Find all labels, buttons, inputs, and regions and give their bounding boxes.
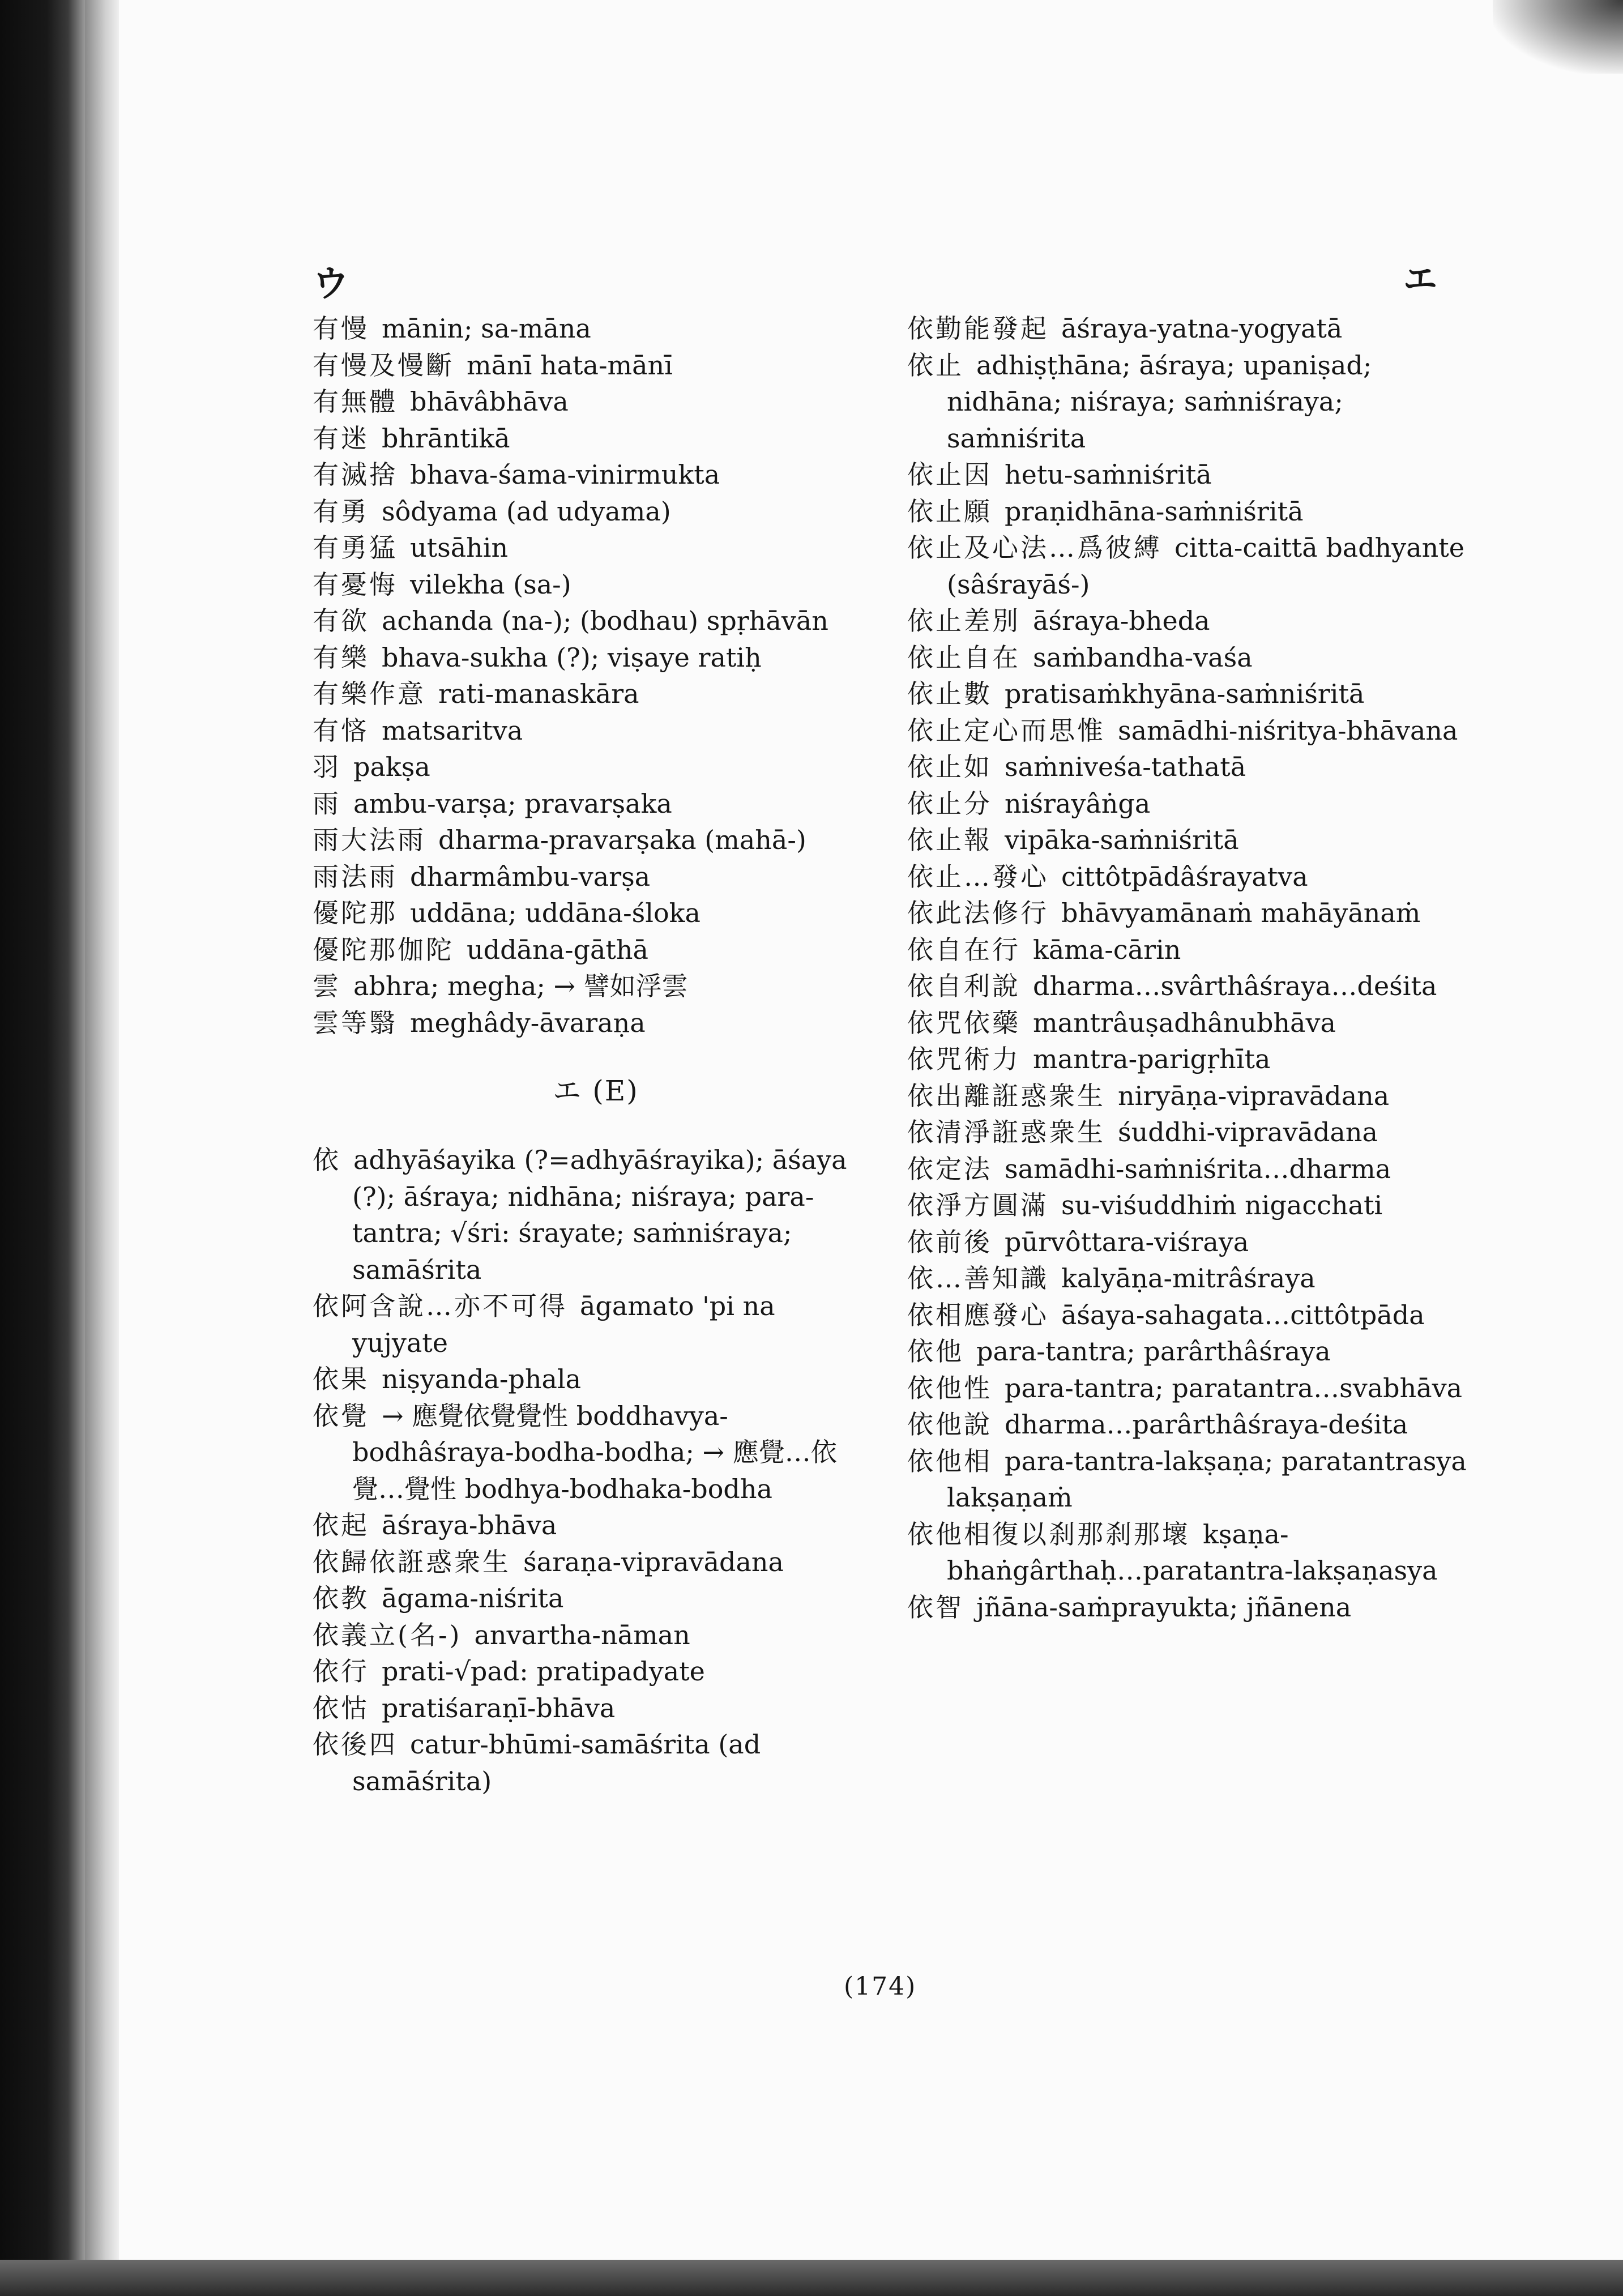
entry-gloss: ambu-varṣa; pravarṣaka [353,788,672,819]
entry-term: 依教 [313,1583,369,1614]
dictionary-entry [907,1151,1473,1188]
dictionary-entry [907,859,1473,895]
entry-term: 依後四 [313,1729,398,1760]
entry-gloss: vipāka-saṁniśritā [1005,825,1239,855]
entry-gloss: śuddhi-vipravādana [1118,1117,1378,1147]
right-entries [907,310,1473,1625]
entry-gloss: adhiṣṭhāna; āśraya; upaniṣad; nidhāna; niśraya; saṁniśraya; saṁniśrita [947,349,1372,454]
entry-term: 有欲 [313,605,369,636]
entry-gloss: mānī hata-mānī [467,349,673,381]
entry-gloss: vilekha (sa-) [410,569,571,600]
entry-gloss: adhyāśayika (?=adhyāśrayika); āśaya (?); āśraya; nidhāna; niśraya; para-tantra; √śri: śrayate; saṁniśraya; samāśrita [352,1145,847,1285]
entry-term: 依定法 [907,1153,992,1184]
entry-term: 依止如 [907,752,992,782]
running-head-right: エ [1403,260,1437,300]
entry-gloss: praṇidhāna-saṁniśritā [1005,496,1304,527]
bottom-scan-edge [0,2260,1623,2296]
dictionary-entry [907,895,1473,932]
book-spine-shadow [0,0,85,2296]
dictionary-entry [907,530,1473,603]
dictionary-entry [313,456,879,493]
entry-gloss: dharma…parârthâśraya-deśita [1005,1409,1408,1440]
entry-gloss: dharma-pravarṣaka (mahā-) [438,825,806,855]
dictionary-entry [313,1507,879,1544]
entry-term: 有勇猛 [313,532,398,563]
entry-gloss: jñāna-saṁprayukta; jñānena [976,1591,1352,1623]
entry-term: 依止定心而思惟 [907,715,1105,746]
entry-gloss: matsaritva [382,715,523,746]
dictionary-entry [313,1288,879,1361]
entry-term: 依果 [313,1364,369,1394]
entry-gloss: catur-bhūmi-samāśrita (ad samāśrita) [352,1729,761,1796]
page-number: (174) [844,1972,917,2001]
dictionary-entry [907,1443,1473,1516]
entry-term: 依自在行 [907,934,1020,965]
dictionary-entry [907,347,1473,457]
entry-gloss: citta-caittā badhyante (sâśrayāś-) [947,532,1465,600]
entry-gloss: pratiśaraṇī-bhāva [382,1692,616,1723]
entry-gloss: saṁniveśa-tathatā [1005,752,1246,782]
entry-term: 有憂悔 [313,569,398,600]
entry-gloss: niṣyanda-phala [382,1364,582,1394]
entry-gloss: → 應覺依覺覺性 boddhavya-bodhâśraya-bodha-bodha; → 應覺…依覺…覺性 bodhya-bodhaka-bodha [352,1400,837,1504]
dictionary-entry [907,493,1473,530]
entry-term: 依止自在 [907,642,1020,673]
dictionary-entry [313,859,879,895]
entry-term: 有迷 [313,423,369,454]
entry-gloss: samādhi-niśritya-bhāvana [1118,715,1458,746]
dictionary-entry [907,822,1473,859]
entry-term: 羽 [313,752,341,782]
entry-gloss: bhāvyamānaṁ mahāyānaṁ [1061,898,1421,928]
entry-gloss: āgamato 'pi na yujyate [352,1291,775,1358]
dictionary-entry [313,822,879,859]
spine-edge-gradient [85,0,119,2296]
entry-term: 依歸依誑惑衆生 [313,1546,511,1577]
dictionary-entry [313,786,879,822]
entry-gloss: dharmâmbu-varṣa [410,861,651,892]
entry-term: 依 [313,1145,341,1175]
dictionary-entry [907,310,1473,347]
entry-gloss: uddāna; uddāna-śloka [410,898,701,928]
entry-term: 依止分 [907,788,992,819]
entry-term: 依止差別 [907,605,1020,636]
entry-gloss: hetu-saṁniśritā [1005,459,1212,490]
entry-term: 依止 [907,349,964,381]
dictionary-entry [313,639,879,676]
entry-gloss: kāma-cārin [1033,934,1181,965]
dictionary-entry [907,1406,1473,1443]
entry-term: 依怙 [313,1692,369,1723]
entry-gloss: sôdyama (ad udyama) [382,496,671,527]
dictionary-entry [907,456,1473,493]
entry-gloss: su-viśuddhiṁ nigacchati [1061,1190,1383,1220]
entry-gloss: bhava-sukha (?); viṣaye ratiḥ [382,642,762,673]
dictionary-entry [313,347,879,384]
entry-term: 雨大法雨 [313,825,426,855]
section-title: エ (E) [553,1074,639,1107]
entry-term: 雨 [313,788,341,819]
entry-gloss: āśraya-bhāva [382,1510,557,1540]
entry-term: 依此法修行 [907,898,1049,928]
entry-term: 雲 [313,971,341,1001]
dictionary-entry [907,712,1473,749]
dictionary-entry [313,1544,879,1581]
entry-term: 依阿含說…亦不可得 [313,1291,567,1321]
dictionary-entry [313,712,879,749]
dictionary-entry [313,383,879,420]
entry-term: 優陀那伽陀 [313,934,454,965]
dictionary-entry [907,1078,1473,1115]
entry-gloss: rati-manaskāra [438,678,639,709]
entry-gloss: para-tantra; paratantra…svabhāva [1005,1372,1463,1403]
entry-term: 有慢 [313,313,369,344]
entry-term: 依起 [313,1510,369,1540]
entry-term: 有樂作意 [313,678,426,709]
dictionary-entry [907,1297,1473,1334]
entry-term: 依止報 [907,825,992,855]
running-head-left: ウ [313,263,349,305]
entry-term: 依止…發心 [907,861,1049,892]
entry-gloss: dharma…svârthâśraya…deśita [1033,971,1437,1001]
entry-gloss: āśraya-yatna-yogyatā [1061,313,1343,344]
entry-term: 有悋 [313,715,369,746]
entry-gloss: cittôtpādâśrayatva [1061,861,1308,892]
dictionary-entry [907,1333,1473,1370]
dictionary-entry [313,1142,879,1288]
entry-term: 依止數 [907,678,992,709]
entry-gloss: āśraya-bheda [1033,605,1210,636]
dictionary-entry [313,1690,879,1727]
entry-gloss: prati-√pad: pratipadyate [382,1656,705,1687]
dictionary-entry [313,1617,879,1654]
entry-gloss: kṣaṇa-bhaṅgârthaḥ…paratantra-lakṣaṇasya [947,1518,1438,1586]
dictionary-entry [907,932,1473,968]
entry-gloss: achanda (na-); (bodhau) spṛhāvān [382,605,828,636]
dictionary-entry [907,749,1473,786]
entry-term: 優陀那 [313,898,398,928]
entry-term: 依淨方圓滿 [907,1190,1049,1220]
dictionary-entry [313,530,879,566]
entry-term: 依前後 [907,1226,992,1257]
entry-gloss: bhrāntikā [382,423,510,454]
dictionary-entry [907,1589,1473,1626]
corner-shadow [1493,0,1623,74]
entry-term: 依咒術力 [907,1044,1020,1074]
entry-term: 雨法雨 [313,861,398,892]
dictionary-entry [313,676,879,712]
entry-gloss: saṁbandha-vaśa [1033,642,1253,673]
dictionary-entry [313,968,879,1005]
entry-term: 依清淨誑惑衆生 [907,1117,1105,1147]
dictionary-entry [907,1041,1473,1078]
entry-term: 雲等翳 [313,1007,398,1038]
left-entries-after [313,1142,879,1799]
dictionary-entry [907,1516,1473,1589]
entry-term: 依止願 [907,496,992,527]
entry-gloss: bhava-śama-vinirmukta [410,459,720,490]
dictionary-entry [313,1580,879,1617]
dictionary-entry [907,676,1473,712]
entry-term: 依他相復以刹那刹那壞 [907,1518,1190,1550]
entry-term: 有無體 [313,386,398,417]
entry-term: 依他說 [907,1409,992,1440]
entry-term: 依相應發心 [907,1299,1049,1330]
entry-term: 依他 [907,1336,964,1367]
entry-term: 依勤能發起 [907,313,1049,344]
entry-gloss: anvartha-nāman [474,1619,690,1650]
entry-term: 依義立(名-) [313,1619,462,1650]
entry-gloss: uddāna-gāthā [467,934,648,965]
entry-term: 有慢及慢斷 [313,349,454,381]
dictionary-entry [313,1005,879,1042]
dictionary-entry [313,1726,879,1799]
entry-gloss: kalyāṇa-mitrâśraya [1061,1263,1316,1294]
entry-term: 依自利說 [907,971,1020,1001]
dictionary-entry [907,968,1473,1005]
dictionary-entry [313,603,879,639]
right-column [907,310,1473,1625]
dictionary-entry [907,786,1473,822]
dictionary-entry [313,566,879,603]
left-entries-before [313,310,879,1041]
entry-term: 依智 [907,1591,964,1623]
entry-gloss: samādhi-saṁniśrita…dharma [1005,1153,1391,1184]
dictionary-entry [907,1260,1473,1297]
entry-gloss: mantrâuṣadhânubhāva [1033,1007,1336,1038]
dictionary-entry [907,1005,1473,1042]
dictionary-entry [313,310,879,347]
dictionary-entry [313,1398,879,1508]
dictionary-entry [313,1361,879,1398]
entry-term: 有樂 [313,642,369,673]
dictionary-entry [313,895,879,932]
entry-gloss: āśaya-sahagata…cittôtpāda [1061,1299,1425,1330]
entry-term: 依行 [313,1656,369,1687]
entry-term: 依止及心法…爲彼縛 [907,532,1162,563]
entry-gloss: pakṣa [353,752,430,782]
dictionary-entry [313,493,879,530]
entry-gloss: para-tantra-lakṣaṇa; paratantrasya lakṣaṇaṁ [947,1445,1467,1513]
entry-gloss: bhāvâbhāva [410,386,569,417]
entry-term: 依咒依藥 [907,1007,1020,1038]
entry-term: 依止因 [907,459,992,490]
entry-gloss: niśrayâṅga [1005,788,1151,819]
entry-gloss: abhra; megha; → 譬如浮雲 [353,971,688,1001]
dictionary-entry [907,1114,1473,1151]
entry-term: 依覺 [313,1400,369,1431]
entry-gloss: āgama-niśrita [382,1583,564,1614]
dictionary-entry [313,1653,879,1690]
dictionary-entry [907,603,1473,639]
dictionary-entry [907,639,1473,676]
entry-gloss: niryāṇa-vipravādana [1118,1080,1390,1111]
dictionary-entry [907,1224,1473,1261]
entry-gloss: utsāhin [410,532,509,563]
entry-term: 有勇 [313,496,369,527]
dictionary-entry [313,932,879,968]
dictionary-entry [313,420,879,457]
entry-term: 依他相 [907,1445,992,1476]
left-column [313,310,879,1799]
entry-gloss: mantra-parigṛhīta [1033,1044,1271,1074]
entry-term: 依…善知識 [907,1263,1049,1294]
entry-gloss: pūrvôttara-viśraya [1005,1226,1249,1257]
entry-term: 依出離誑惑衆生 [907,1080,1105,1111]
entry-term: 依他性 [907,1372,992,1403]
entry-gloss: meghâdy-āvaraṇa [410,1007,646,1038]
entry-gloss: para-tantra; parârthâśraya [976,1336,1331,1367]
dictionary-entry [907,1187,1473,1224]
entry-term: 有滅捨 [313,459,398,490]
entry-gloss: pratisaṁkhyāna-saṁniśritā [1005,678,1365,709]
dictionary-entry [907,1370,1473,1407]
entry-gloss: mānin; sa-māna [382,313,591,344]
entry-gloss: śaraṇa-vipravādana [523,1546,784,1577]
dictionary-entry [313,749,879,786]
